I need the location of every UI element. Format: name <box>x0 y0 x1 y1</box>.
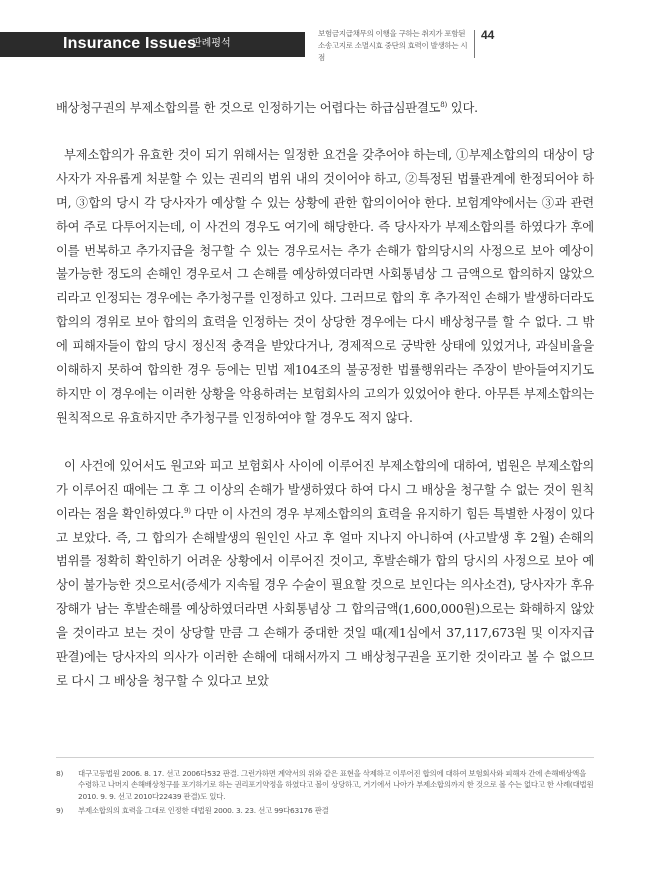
running-title: 보험금지급채무의 이행을 구하는 취지가 포함된 소송고지로 소멸시효 중단의 효력이 발생하는 시점 <box>318 29 468 62</box>
footnote-8 <box>56 768 594 802</box>
article-body <box>56 97 594 694</box>
paragraph-3 <box>56 455 594 694</box>
paragraph-1-text: 배상청구권의 부제소합의를 한 것으로 인정하기는 어렵다는 하급심판결도 <box>56 101 441 115</box>
paragraph-3-text-a: 이 사건에 있어서도 원고와 피고 보험회사 사이에 이루어진 부제소합의에 대하여, 법원은 부제소합의가 이루어진 때에는 그 후 그 이상의 손해가 발생하였다 하여 다시 그 배상을 청구할 수 없는 것이 원칙이라는 점을 확인하였다. <box>56 458 594 521</box>
footnote-ref-9[interactable]: 9) <box>183 506 191 515</box>
footnote-number: 8) <box>56 769 64 778</box>
footnote-text: 대구고등법원 2006. 8. 17. 선고 2006다532 판결. 그런가하면 계약서의 위와 같은 표현을 삭제하고 이루어진 합의에 대하여 보험회사와 피해자 간에 손해배상액을 수령하고 나머지 손해배상청구를 포기하기로 하는 권리포기약정을 하였다고 볼이 상당하고, 거기에서 나아가 부제소합의까지 한 것으로 볼 수는 없다고 한 사례(대법원 2010. 9. 9. 선고 2010다22439 판결)도 있다. <box>78 769 594 801</box>
paragraph-3-text-b: 다만 이 사건의 경우 부제소합의의 효력을 유지하기 힘든 특별한 사정이 있다고 보았다. 즉, 그 합의가 손해발생의 원인인 사고 후 얼마 지나지 아니하여 (사고발생 후 2월) 손해의 범위를 정확히 확인하기 어려운 상황에서 이루어진 것이고, 후발손해가 합의 당시의 사정으로 보아 예상이 불가능한 것으로서(증세가 지속될 경우 수술이 필요할 것으로 보인다는 의사소견), 당사자가 후유장해가 남는 후발손해를 예상하였더라면 사회통념상 그 합의금액(1,600,000원)으로는 화해하지 않았을 것이라고 보는 것이 상당할 만큼 그 손해가 중대한 것일 때(제1심에서 37,117,673원 및 이자지급 판결)에는 당사자의 의사가 이러한 손해에 대해서까지 그 배상청구권을 포기한 것이라고 볼 수 없으므로 다시 그 배상을 청구할 수 있다고 보았 <box>56 506 594 688</box>
magazine-title: Insurance Issues <box>63 35 197 52</box>
paragraph-1-tail: 있다. <box>447 101 478 115</box>
paragraph-1 <box>56 97 594 121</box>
footnote-ref-8[interactable]: 8) <box>440 100 448 109</box>
section-label: 판례평석 <box>192 38 231 49</box>
paragraph-2: 부제소합의가 유효한 것이 되기 위해서는 일정한 요건을 갖추어야 하는데, ①부제소합의의 대상이 당사자가 자유롭게 처분할 수 있는 권리의 범위 내의 것이어야 하고, ②특정된 법률관계에 한정되어야 하며, ③합의 당시 각 당사자가 예상할 수 있는 상황에 관한 합의이어야 한다. 보험계약에서는 ③과 관련하여 주로 다투어지는데, 이 사건의 경우도 여기에 해당한다. 즉 당사자가 부제소합의를 하였다가 후에 이를 번복하고 추가지급을 청구할 수 있는 경우로서는 추가 손해가 합의당시의 사정으로 보아 예상이 불가능한 정도의 손해인 경우로서 그 손해를 예상하였더라면 사회통념상 그 금액으로 합의하지 않았으리라고 인정되는 경우에는 추가청구를 인정하고 있다. 그러므로 합의 후 추가적인 손해가 발생하더라도 합의의 경위로 보아 합의의 효력을 인정하는 것이 상당한 경우에는 다시 배상청구를 할 수 없다. 그 밖에 피해자들이 합의 당시 정신적 충격을 받았다거나, 경제적으로 궁박한 상태에 있었거나, 과실비율을 이해하지 못하여 합의한 경우 등에는 민법 제104조의 불공정한 법률행위라는 주장이 받아들여지기도 하지만 이 경우에는 이러한 상황을 악용하려는 보험회사의 고의가 있었어야 한다. 아무튼 부제소합의는 원칙적으로 유효하지만 추가청구를 인정하여야 할 경우도 적지 않다. <box>56 147 594 425</box>
footnote-text: 부제소합의의 효력을 그대로 인정한 대법원 2000. 3. 23. 선고 99다63176 판결 <box>78 805 329 815</box>
footnote-divider <box>56 757 594 758</box>
footnote-9 <box>56 805 594 816</box>
page-header <box>0 0 650 80</box>
page-number: 44 <box>481 28 495 42</box>
header-divider <box>474 30 475 58</box>
footnotes <box>56 768 594 819</box>
footnote-number: 9) <box>56 805 64 815</box>
